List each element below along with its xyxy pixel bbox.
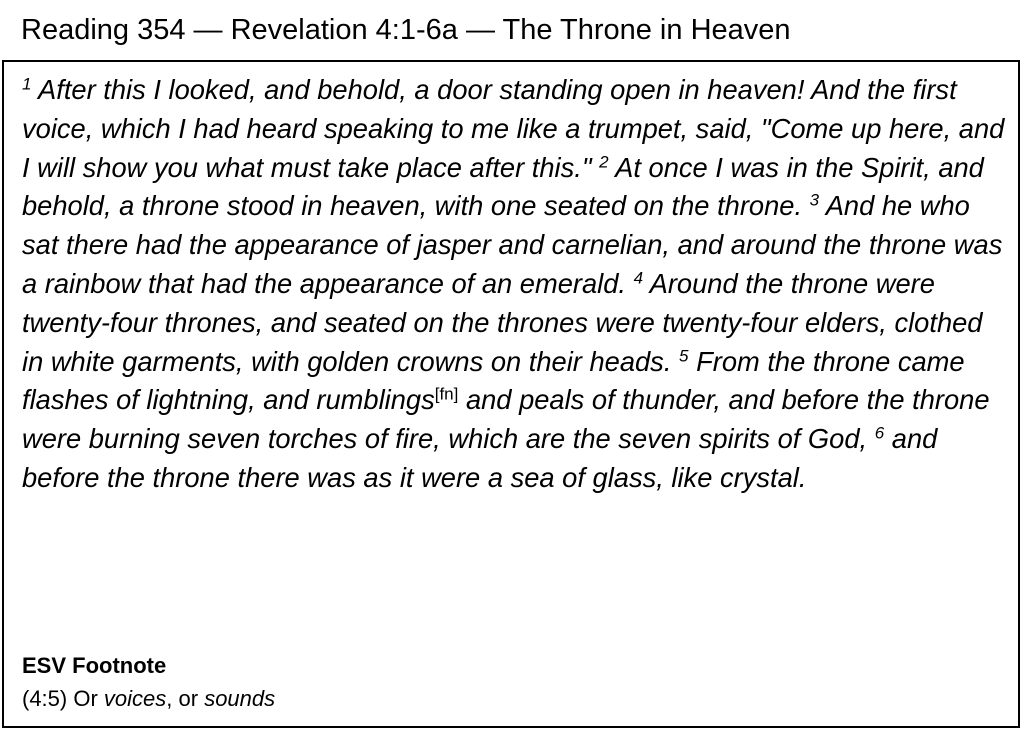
footnote-alt-word: voices <box>103 686 167 711</box>
verse-number: 6 <box>874 423 885 443</box>
passage-text: and peals of thunder, and before the throne were burning seven torches of fire, which are the seven spirits of God, <box>22 384 990 455</box>
page-title: Reading 354 — Revelation 4:1-6a — The Throne in Heaven <box>21 14 791 46</box>
verse-number: 4 <box>633 268 644 288</box>
verse-text: From the throne came flashes of lightning, and rumblings <box>22 345 965 416</box>
footnote-text-part: Or <box>67 686 104 711</box>
scripture-passage <box>22 71 1007 498</box>
footnote-item <box>22 685 275 713</box>
verse-number: 5 <box>679 346 689 366</box>
footnote-marker[interactable]: [fn] <box>434 385 459 405</box>
footnote-heading: ESV Footnote <box>22 653 167 678</box>
verse-number: 2 <box>599 152 609 172</box>
verse-text: and before the throne there was as it were a sea of glass, like crystal. <box>22 423 938 493</box>
footnote-alt-word: sounds <box>204 686 276 711</box>
verse-text: Around the throne were twenty-four thrones, and seated on the thrones were twenty-four elders, clothed in white garments, with golden crowns on their heads. <box>22 267 983 377</box>
verse-text: And he who sat there had the appearance of jasper and carnelian, and around the throne was a rainbow that had the appearance of an emerald. <box>22 190 1003 299</box>
verse-text: After this I looked, and behold, a door standing open in heaven! And the first voice, which I had heard speaking to me like a trumpet, said, "Come up here, and I will show you what must take place after this." <box>22 74 1005 183</box>
verse-number: 1 <box>22 74 32 94</box>
verse-text: At once I was in the Spirit, and behold, a throne stood in heaven, with one seated on the throne. <box>22 151 984 222</box>
verse-number: 3 <box>809 191 820 211</box>
footnote-text-part: , or <box>166 686 205 711</box>
footnote-reference: (4:5) <box>22 686 68 711</box>
reading-box <box>2 60 1020 728</box>
